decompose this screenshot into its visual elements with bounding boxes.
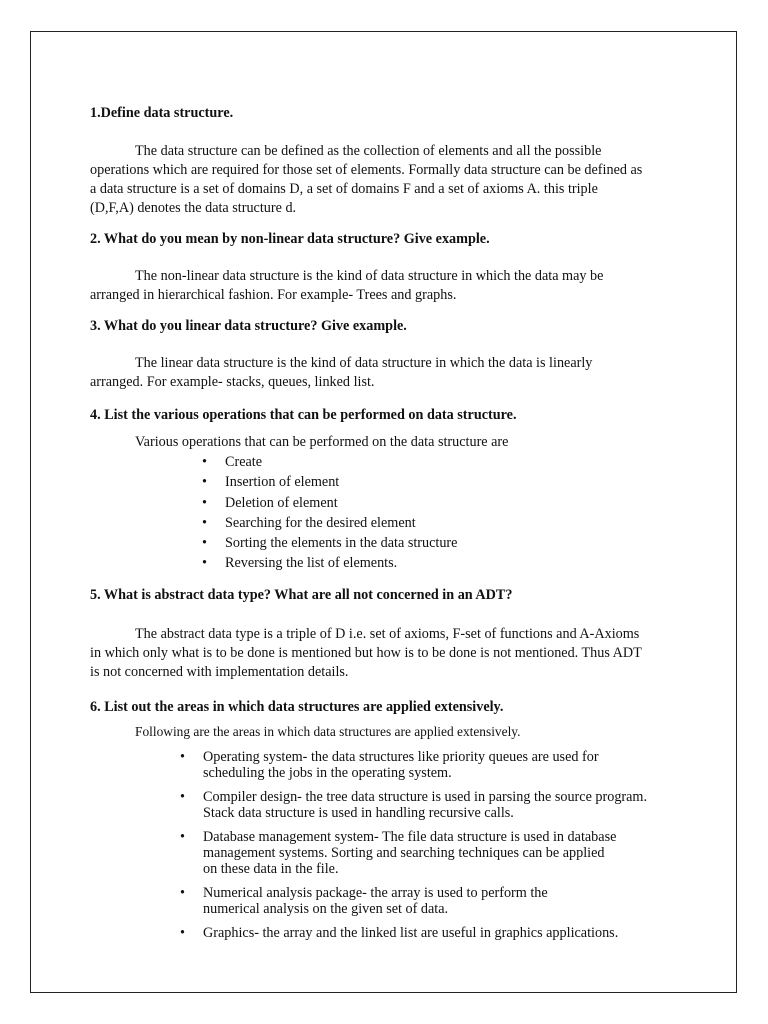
question-5-title: 5. What is abstract data type? What are all not concerned in an ADT?: [90, 586, 513, 603]
list-item: • Reversing the list of elements.: [90, 553, 690, 573]
answer-1: [90, 142, 690, 218]
list-item: • Sorting the elements in the data structure: [90, 533, 690, 553]
answer-2-line: arranged in hierarchical fashion. For example- Trees and graphs.: [90, 287, 457, 303]
list-item-line: • Compiler design- the tree data structure is used in parsing the source program.: [203, 788, 648, 805]
answer-5: [90, 625, 690, 682]
list-item: • Searching for the desired element: [90, 513, 690, 533]
answer-6-lead: Following are the areas in which data structures are applied extensively.: [135, 723, 521, 739]
question-2-title: 2. What do you mean by non-linear data structure? Give example.: [90, 231, 490, 247]
question-6-title: 6. List out the areas in which data structures are applied extensively.: [90, 698, 504, 715]
answer-3-line: arranged. For example- stacks, queues, linked list.: [90, 374, 375, 390]
answer-5-line: is not concerned with implementation details.: [90, 663, 349, 680]
list-item-line: • Database management system- The file data structure is used in database: [203, 828, 617, 845]
answer-1-line: The data structure can be defined as the collection of elements and all the possible: [135, 143, 602, 159]
answer-1-line: a data structure is a set of domains D, a set of domains F and a set of axioms A. this triple: [90, 181, 598, 197]
operations-list: [90, 452, 690, 574]
question-4-title: 4. List the various operations that can be performed on data structure.: [90, 407, 517, 423]
question-3-title: 3. What do you linear data structure? Give example.: [90, 318, 407, 334]
answer-4-lead: Various operations that can be performed on the data structure are: [135, 434, 509, 450]
list-item: • Deletion of element: [90, 493, 690, 513]
list-item: [90, 789, 690, 821]
list-item-line: • Numerical analysis package- the array is used to perform the: [203, 884, 548, 901]
list-item-line: • Graphics- the array and the linked list are useful in graphics applications.: [203, 924, 619, 941]
document-body: [90, 104, 690, 949]
list-item: [90, 925, 690, 941]
answer-5-line: The abstract data type is a triple of D i.e. set of axioms, F-set of functions and A-Axioms: [135, 625, 640, 642]
list-item-line: scheduling the jobs in the operating system.: [203, 764, 452, 781]
list-item-line: management systems. Sorting and searching techniques can be applied: [203, 844, 605, 861]
answer-1-line: operations which are required for those set of elements. Formally data structure can be defined as: [90, 162, 643, 178]
list-item: [90, 829, 690, 877]
areas-list: [90, 749, 690, 941]
list-item: [90, 749, 690, 781]
list-item: • Create: [90, 452, 690, 472]
list-item-line: Stack data structure is used in handling recursive calls.: [203, 804, 514, 821]
question-1-title: 1.Define data structure.: [90, 105, 234, 121]
list-item: • Insertion of element: [90, 472, 690, 492]
answer-3: [90, 354, 690, 392]
list-item-line: numerical analysis on the given set of data.: [203, 900, 449, 917]
answer-3-line: The linear data structure is the kind of data structure in which the data is linearly: [135, 355, 593, 371]
answer-5-line: in which only what is to be done is mentioned but how is to be done is not mentioned. Thus ADT: [90, 644, 642, 661]
answer-2-line: The non-linear data structure is the kind of data structure in which the data may be: [135, 268, 604, 284]
list-item-line: on these data in the file.: [203, 860, 339, 877]
list-item: [90, 885, 690, 917]
list-item-line: • Operating system- the data structures like priority queues are used for: [203, 748, 599, 765]
answer-2: [90, 267, 690, 305]
answer-1-line: (D,F,A) denotes the data structure d.: [90, 200, 297, 216]
